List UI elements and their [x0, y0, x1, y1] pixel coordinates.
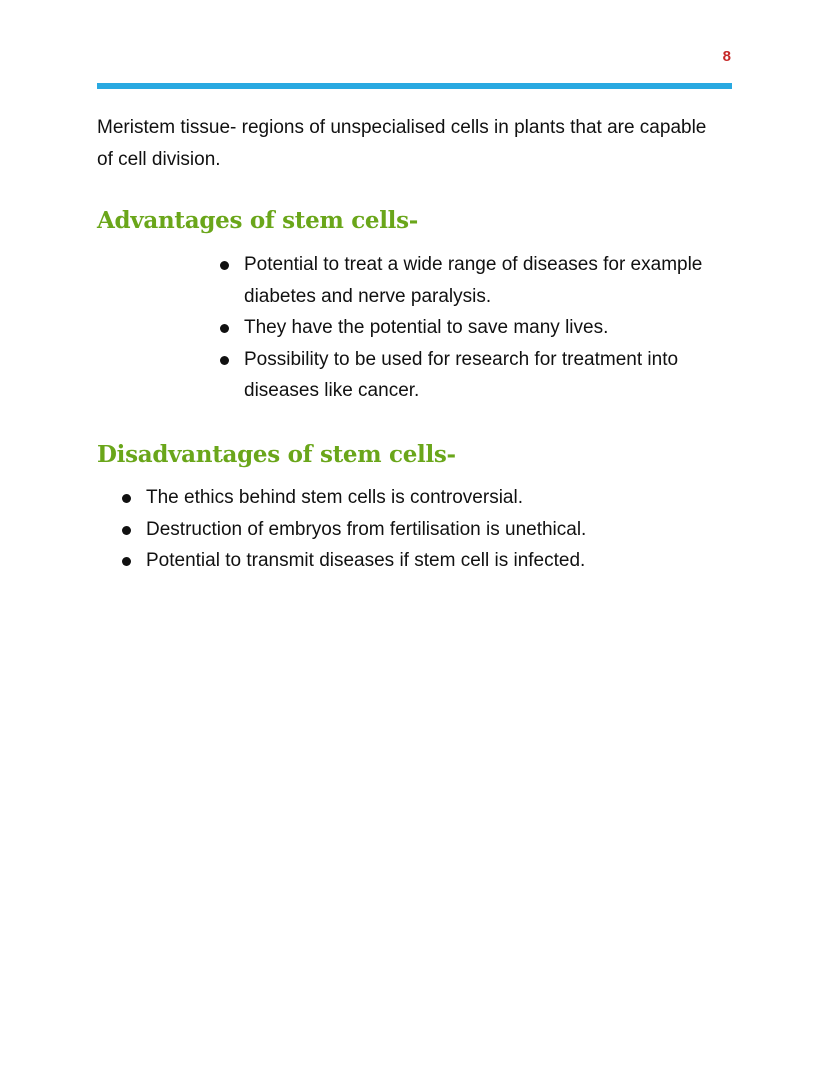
advantages-heading: Advantages of stem cells-	[97, 207, 419, 234]
list-item-text: Possibility to be used for research for treatment into diseases like cancer.	[244, 348, 679, 401]
bullet-icon	[122, 494, 131, 503]
intro-paragraph: Meristem tissue- regions of unspecialised cells in plants that are capable of cell division.	[97, 117, 707, 170]
list-item-text: The ethics behind stem cells is controversial.	[146, 487, 523, 508]
advantages-list	[220, 249, 720, 407]
list-item-text: Potential to treat a wide range of diseases for example diabetes and nerve paralysis.	[244, 254, 703, 307]
disadvantages-list	[122, 482, 722, 577]
bullet-icon	[220, 324, 229, 333]
list-item	[220, 249, 720, 312]
list-item	[220, 344, 720, 407]
bullet-icon	[220, 261, 229, 270]
list-item-text: Destruction of embryos from fertilisation is unethical.	[146, 518, 587, 540]
list-item	[122, 482, 722, 514]
list-item	[122, 545, 722, 577]
bullet-icon	[122, 557, 131, 566]
list-item	[220, 312, 720, 344]
bullet-icon	[220, 356, 229, 365]
list-item	[122, 514, 722, 546]
disadvantages-heading: Disadvantages of stem cells-	[97, 441, 456, 468]
list-item-text: Potential to transmit diseases if stem cell is infected.	[146, 550, 586, 571]
page-number: 8	[722, 48, 731, 65]
list-item-text: They have the potential to save many lives.	[244, 317, 609, 338]
header-rule	[97, 83, 732, 89]
bullet-icon	[122, 526, 131, 535]
